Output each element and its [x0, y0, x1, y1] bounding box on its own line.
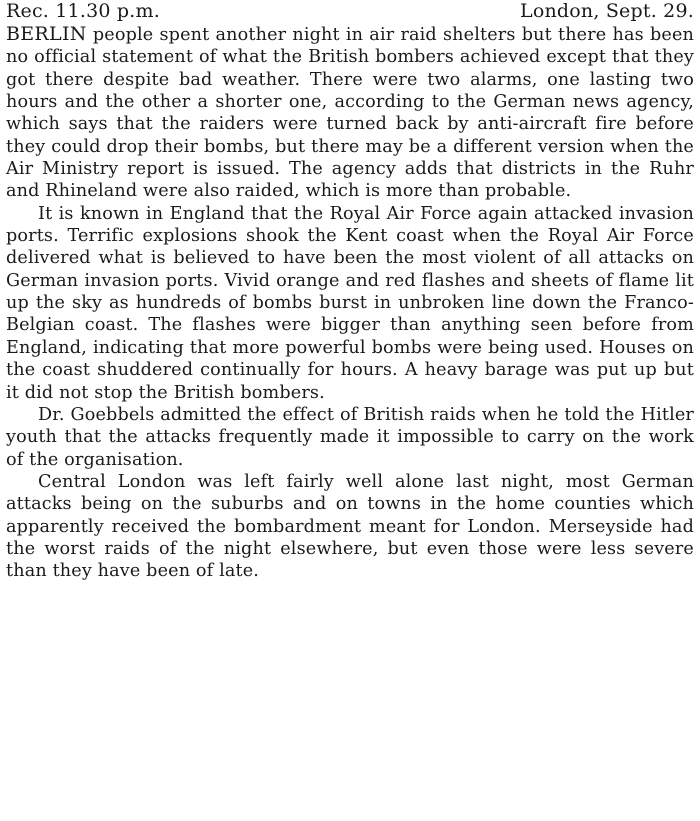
paragraph-1-text: people spent another night in air raid shelters but there has been no official statement of what the British bombers achieved except that they got there despite bad weather. There were two alarms, one lasting two hours and the other a shorter one, according to the German news agency, which says that the raiders were turned back by anti-aircraft fire before they could drop their bombs, but there may be a different version when the Air Ministry report is issued. The agency adds that districts in the Ruhr and Rhineland were also raided, which is more than probable.	[6, 25, 694, 202]
place-date: London, Sept. 29.	[520, 0, 694, 22]
lead-word: BERLIN	[6, 23, 87, 45]
paragraph-2: It is known in England that the Royal Air Force again attacked invasion ports. Terrific explosions shook the Kent coast when the Royal Air Force delivered what is believed to have been the most violent of all attacks on German invasion ports. Vivid orange and red flashes and sheets of flame lit up the sky as hundreds of bombs burst in unbroken line down the Franco-Belgian coast. The flashes were bigger than anything seen before from England, indicating that more powerful bombs were being used. Houses on the coast shuddered continually for hours. A heavy barage was put up but it did not stop the British bombers.	[6, 203, 694, 403]
paragraph-3: Dr. Goebbels admitted the effect of British raids when he told the Hitler youth that the attacks frequently made it impossible to carry on the work of the organisation.	[6, 404, 694, 470]
news-clipping	[6, 0, 694, 583]
paragraph-4: Central London was left fairly well alone last night, most German attacks being on the suburbs and on towns in the home counties which apparently received the bombardment meant for London. Merseyside had the worst raids of the night elsewhere, but even those were less severe than they have been of late.	[6, 471, 694, 582]
dateline-row	[6, 0, 694, 23]
received-time: Rec. 11.30 p.m.	[6, 0, 160, 22]
paragraph-1	[6, 23, 694, 203]
